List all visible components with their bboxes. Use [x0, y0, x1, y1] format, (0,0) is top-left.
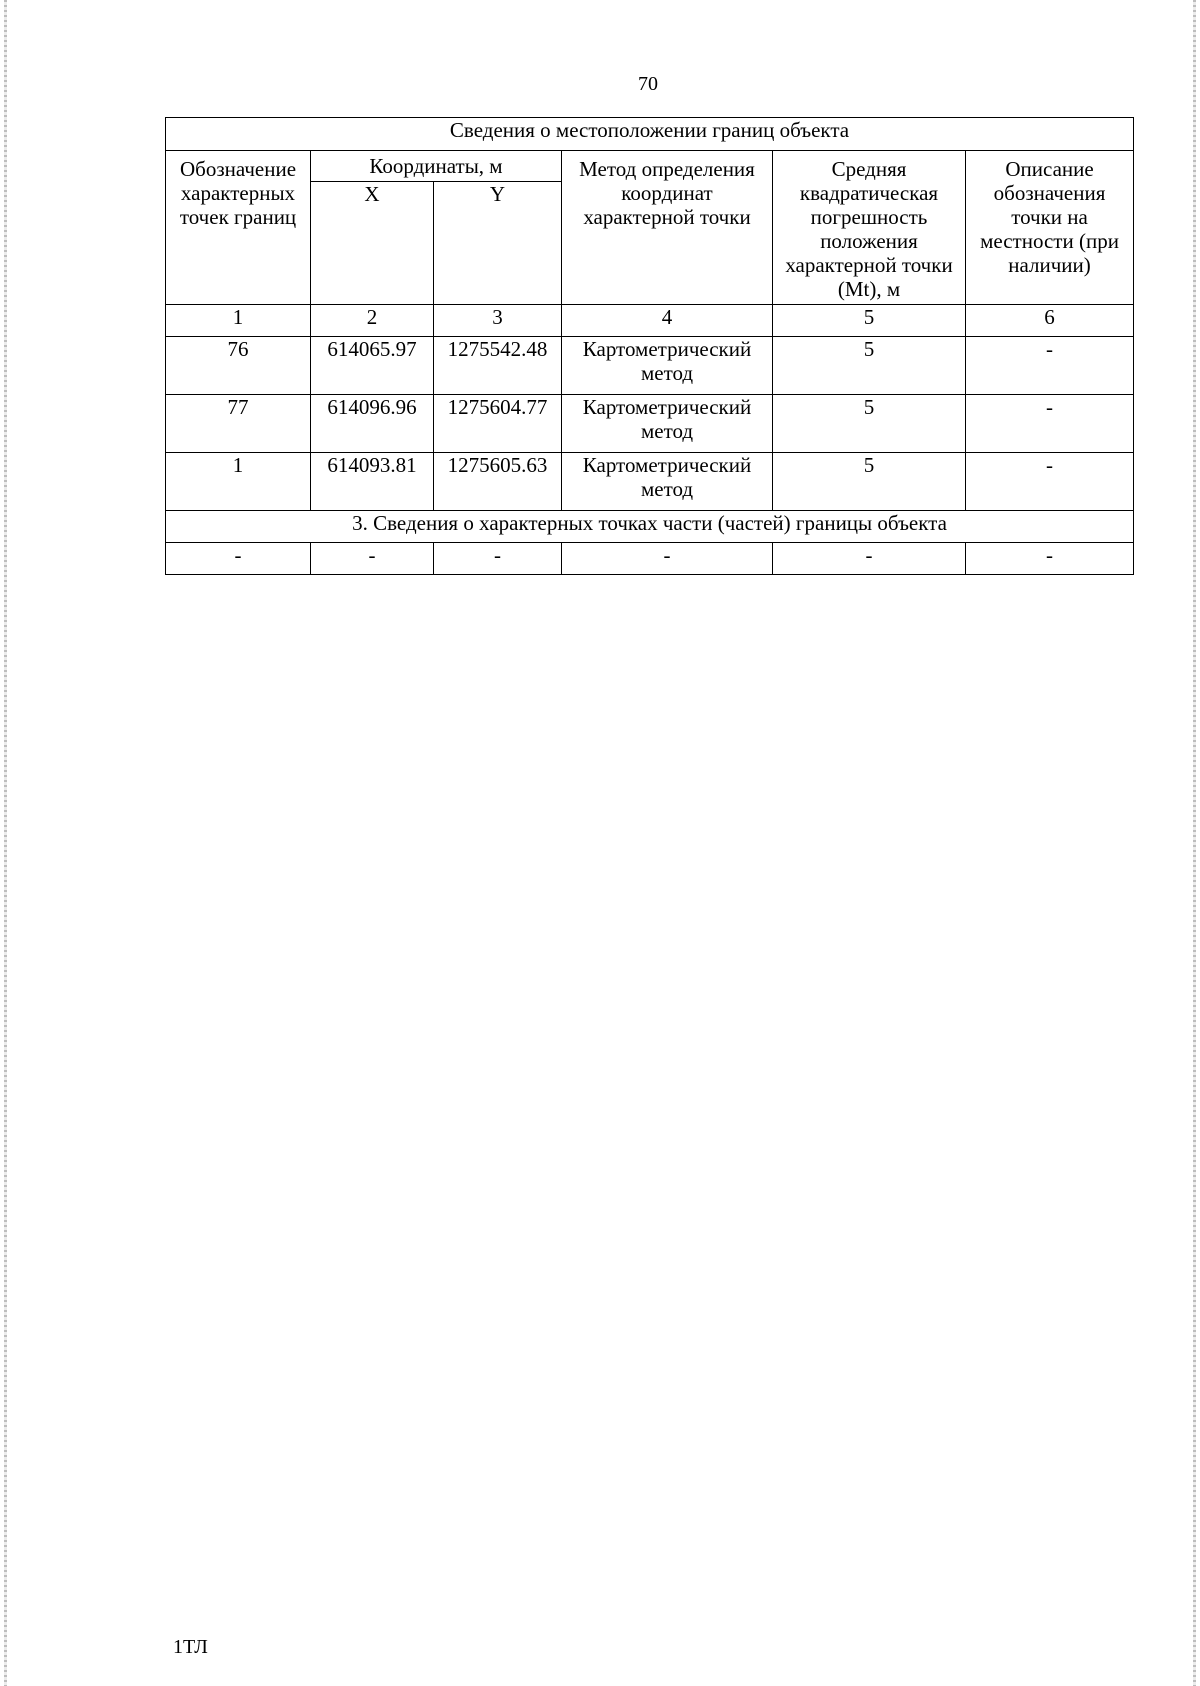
empty-cell: -	[966, 543, 1134, 575]
header-error: Средняя квадратическая погрешность положения характерной точки (Mt), м	[773, 151, 966, 305]
method-cell: Картометрический метод	[562, 337, 773, 395]
table-row	[166, 453, 1134, 511]
page-number: 70	[638, 73, 658, 95]
boundary-coordinates-table	[165, 117, 1134, 575]
section-title: Сведения о местоположении границ объекта	[166, 118, 1134, 151]
y-cell: 1275604.77	[434, 395, 562, 453]
table-row	[166, 337, 1134, 395]
header-y: Y	[434, 182, 562, 305]
point-cell: 77	[166, 395, 311, 453]
header-description: Описание обозначения точки на местности (при наличии)	[966, 151, 1134, 305]
column-number: 3	[434, 305, 562, 337]
method-cell: Картометрический метод	[562, 395, 773, 453]
part-section-title-row	[166, 511, 1134, 543]
y-cell: 1275605.63	[434, 453, 562, 511]
method-cell: Картометрический метод	[562, 453, 773, 511]
x-cell: 614093.81	[311, 453, 434, 511]
column-number-row	[166, 305, 1134, 337]
empty-cell: -	[562, 543, 773, 575]
column-number: 4	[562, 305, 773, 337]
column-number: 2	[311, 305, 434, 337]
column-number: 5	[773, 305, 966, 337]
footer-code: 1ТЛ	[173, 1636, 208, 1658]
empty-cell: -	[166, 543, 311, 575]
point-cell: 1	[166, 453, 311, 511]
empty-cell: -	[434, 543, 562, 575]
part-section-title: 3. Сведения о характерных точках части (частей) границы объекта	[166, 511, 1134, 543]
column-number: 6	[966, 305, 1134, 337]
description-cell: -	[966, 337, 1134, 395]
header-method: Метод определения координат характерной точки	[562, 151, 773, 305]
scan-edge-right	[1193, 0, 1196, 1686]
error-cell: 5	[773, 337, 966, 395]
header-x: X	[311, 182, 434, 305]
table-row	[166, 543, 1134, 575]
point-cell: 76	[166, 337, 311, 395]
scan-edge-left	[4, 0, 7, 1686]
empty-cell: -	[773, 543, 966, 575]
error-cell: 5	[773, 395, 966, 453]
header-designation: Обозначение характерных точек границ	[166, 151, 311, 305]
x-cell: 614096.96	[311, 395, 434, 453]
x-cell: 614065.97	[311, 337, 434, 395]
table-row	[166, 395, 1134, 453]
y-cell: 1275542.48	[434, 337, 562, 395]
error-cell: 5	[773, 453, 966, 511]
description-cell: -	[966, 395, 1134, 453]
empty-cell: -	[311, 543, 434, 575]
table-section-title-row	[166, 118, 1134, 151]
column-number: 1	[166, 305, 311, 337]
description-cell: -	[966, 453, 1134, 511]
table-header-row	[166, 151, 1134, 182]
header-coordinates: Координаты, м	[311, 151, 562, 182]
